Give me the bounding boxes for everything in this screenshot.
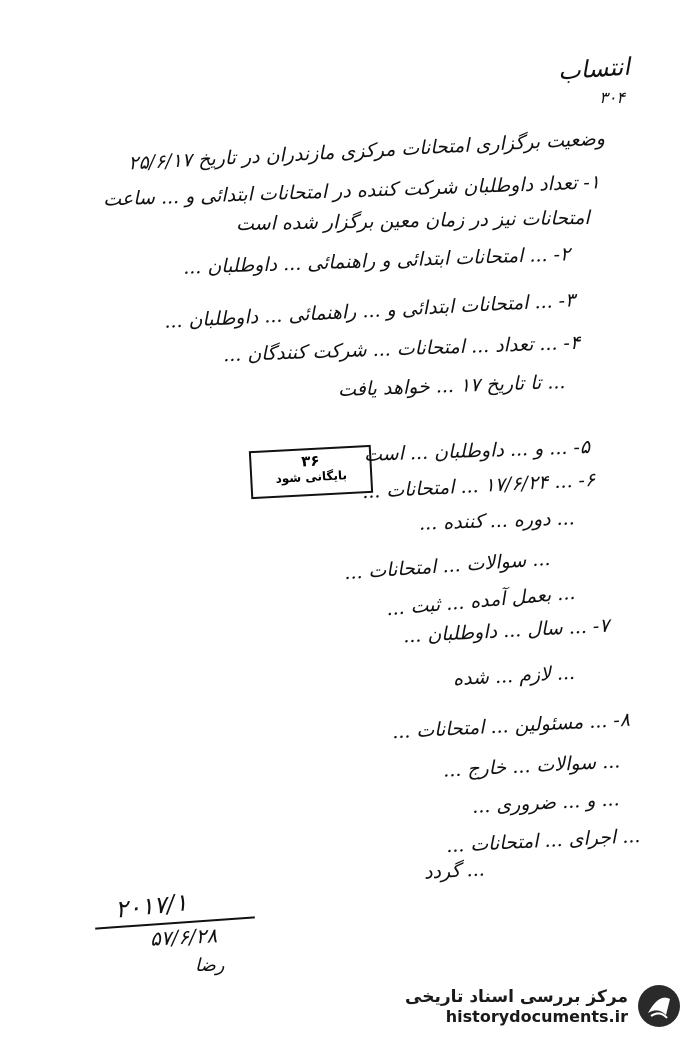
signature-initial: رضا [195,955,225,976]
watermark [402,980,682,1032]
watermark-url: historydocuments.ir [445,1006,628,1026]
handwritten-line: ... لازم ... شده [452,661,576,691]
archive-stamp [249,445,373,499]
handwritten-line: ... بعمل آمده ... ثبت ... [384,581,576,621]
handwritten-line: ۱- تعداد داوطلبان شرکت کننده در امتحانات ابتدائی و ... ساعت [102,171,601,211]
handwritten-line: ۶- ... ۱۷/۶/۲۴ ... امتحانات ... [361,468,596,504]
stamp-number: ۳۶ [300,451,321,471]
handwritten-line: ... سوالات ... امتحانات ... [343,547,551,585]
handwritten-line: ... سوالات ... خارج ... [442,750,621,782]
handwritten-line: امتحانات نیز در زمان معین برگزار شده است [236,206,591,236]
handwritten-line: ... دوره ... کننده ... [418,507,576,535]
handwritten-line: ۷- ... سال ... داوطلبان ... [403,614,611,648]
signature-date: ۵۷/۶/۲۸ [149,923,218,951]
watermark-title: مرکز بررسی اسناد تاریخی [405,986,628,1007]
handwritten-line: ۲- ... امتحانات ابتدائی و راهنمائی ... داوطلبان ... [182,243,571,279]
watermark-logo-icon [636,983,682,1029]
handwritten-line: ۴- ... تعداد ... امتحانات ... شرکت کنندگان ... [222,331,581,367]
watermark-text [405,987,628,1026]
handwritten-line: ۸- ... مسئولین ... امتحانات ... [391,708,631,744]
handwritten-line: ... اجرای ... امتحانات ... [445,824,641,858]
handwritten-line: وضعیت برگزاری امتحانات مرکزی مازندران در تاریخ ۲۵/۶/۱۷ [127,127,606,175]
handwritten-line: ۵- ... و ... داوطلبان ... است [363,436,591,466]
handwritten-line: ... تا تاریخ ۱۷ ... خواهد یافت [337,371,566,401]
page-number: ۳۰۴ [599,88,625,107]
stamp-text: بایگانی شود [275,468,348,486]
handwritten-line: ۳- ... امتحانات ابتدائی و ... راهنمائی ... داوطلبان ... [163,289,576,333]
signature-line: ۲۰۱۷/۱ [113,888,189,924]
corner-note: انتساب [557,52,631,86]
handwritten-line: ... گردد [423,858,486,884]
handwritten-line: ... و ... ضروری ... [471,788,621,818]
